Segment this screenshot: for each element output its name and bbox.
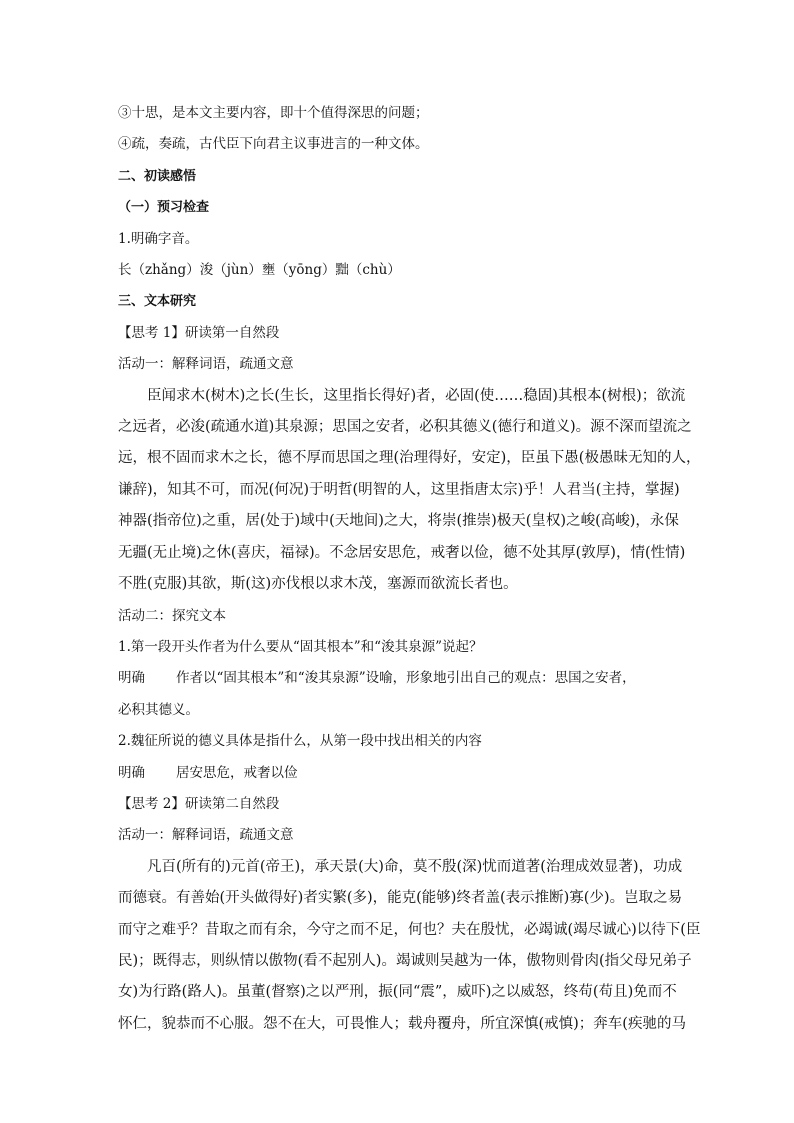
- paragraph-line: 神器(指帝位)之重，居(处于)域中(天地间)之大，将崇(推崇)极天(皇权)之峻(高峻)，永保: [118, 513, 679, 530]
- question-2: 2.魏征所说的德义具体是指什么，从第一段中找出相关的内容: [118, 733, 482, 750]
- paragraph-line: 不胜(克服)其欲，斯(这)亦伐根以求木茂，塞源而欲流长者也。: [118, 576, 518, 593]
- paragraph-line: 无疆(无止境)之休(喜庆，福禄)。不念居安思危，戒奢以俭，德不处其厚(敦厚)，情(性情): [118, 544, 686, 561]
- activity-1b-heading: 活动一：解释词语，疏通文意: [118, 827, 294, 844]
- question-1: 1.第一段开头作者为什么要从“固其根本”和“浚其泉源”说起？: [118, 638, 483, 655]
- document-page: [118, 98, 701, 1040]
- paragraph-line: 而守之难乎？昔取之而有余，今守之而不足，何也？夫在殷忧，必竭诚(竭尽诚心)以待下(臣: [118, 921, 701, 938]
- pronunciation-list: 长（zhǎng）浚（jùn）壅（yōng）黜（chù）: [118, 262, 401, 279]
- paragraph-line: 女)为行路(路人)。虽董(督察)之以严刑，振(同“震”，威吓)之以威怒，终苟(苟且)免而不: [118, 984, 677, 1001]
- paragraph-line: 之远者，必浚(疏通水道)其泉源；思国之安者，必积其德义(德行和道义)。源不深而望流之: [118, 419, 692, 436]
- paragraph-line: 民)；既得志，则纵情以傲物(看不起别人)。竭诚则吴越为一体，傲物则骨肉(指父母兄弟子: [118, 952, 692, 969]
- paragraph-line: 而德衰。有善始(开头做得好)者实繁(多)，能克(能够)终者盖(表示推断)寡(少)。岂取之易: [118, 890, 683, 907]
- answer-text: 作者以“固其根本”和“浚其泉源”设喻，形象地引出自己的观点：思国之安者，: [176, 670, 636, 687]
- answer-text: 居安思危，戒奢以俭: [176, 764, 298, 781]
- paragraph-line: 臣闻求木(树木)之长(生长，这里指长得好)者，必固(使……稳固)其根本(树根)；欲流: [147, 387, 686, 404]
- paragraph-2: [118, 852, 701, 1040]
- paragraph-line: 凡百(所有的)元首(帝王)，承天景(大)命，莫不殷(深)忧而道著(治理成效显著)，功成: [147, 858, 683, 875]
- answer-label: 明确: [118, 670, 145, 687]
- paragraph-line: 谦辞)，知其不可，而况(何况)于明哲(明智的人，这里指唐太宗)乎！人君当(主持，掌握): [118, 481, 680, 498]
- section-heading-2: 二、初读感悟: [118, 168, 197, 184]
- think-1-heading: 【思考 1】研读第一自然段: [118, 324, 280, 341]
- answer-1-line-2: 必积其德义。: [118, 701, 199, 718]
- note-4: ④疏，奏疏，古代臣下向君主议事进言的一种文体。: [118, 136, 429, 153]
- pronunciation-question: 1.明确字音。: [118, 230, 199, 247]
- answer-1-line-1: [118, 663, 688, 694]
- paragraph-line: 怀仁，貌恭而不心服。怨不在大，可畏惟人；载舟覆舟，所宜深慎(戒慎)；奔车(疾驰的马: [118, 1015, 686, 1032]
- answer-2: [118, 758, 688, 789]
- paragraph-line: 远，根不固而求木之长，德不厚而思国之理(治理得好，安定)，臣虽下愚(极愚昧无知的人，: [118, 450, 701, 467]
- note-3: ③十思，是本文主要内容，即十个值得深思的问题；: [118, 105, 429, 121]
- section-heading-3: 三、文本研究: [118, 294, 197, 310]
- paragraph-1: [118, 381, 701, 601]
- subsection-heading-preview: （一）预习检查: [118, 200, 210, 216]
- activity-2-heading: 活动二：探究文本: [118, 607, 226, 624]
- think-2-heading: 【思考 2】研读第二自然段: [118, 795, 280, 812]
- activity-1-heading: 活动一：解释词语，疏通文意: [118, 356, 294, 373]
- answer-label: 明确: [118, 764, 145, 781]
